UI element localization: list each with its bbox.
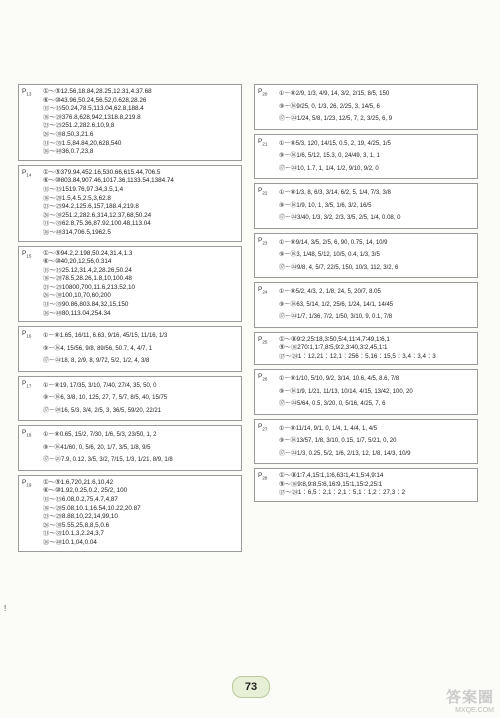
answer-box (254, 332, 478, 366)
page-ref-letter: P (258, 472, 263, 480)
page-ref-number: 16 (26, 333, 32, 339)
answer-box (254, 134, 478, 180)
answer-box (18, 84, 242, 161)
page-ref-letter: P (22, 379, 27, 387)
answer-line: ㊱～㊵10.1,04,0.04 (43, 538, 97, 546)
page-ref-label (22, 429, 31, 437)
answer-line: ①～⑧5/3, 120, 14/15, 0.5, 2, 19, 4/25, 1/5 (279, 140, 391, 147)
watermark (446, 686, 494, 714)
answer-line: ⑰～㉔1∶12,21∶12,1∶256∶5,16∶15,5∶3,4∶3,4∶3 (279, 352, 436, 360)
answer-line: ⑰～㉑7.9, 0.12, 3/5, 3/2, 7/15, 1/3, 1/21, 8/9, 1/8 (43, 457, 173, 464)
answer-line: ⑰～㉔10, 1.7, 1, 1/4, 1/2, 9/10, 9/2, 0 (279, 165, 379, 172)
answer-line: ⑯～⑳5.08,10.1,16.54,10.22,20.87 (43, 504, 141, 512)
page-ref-number: 25 (262, 338, 268, 344)
page-ref-number: 19 (26, 482, 32, 488)
answer-line: ㉑～㉕8.88,10,22,14,99,10 (43, 513, 118, 521)
answer-line: ㉖～㉚100,10,70,60,200 (43, 292, 111, 300)
answer-line: ①～⑤12.56,18.84,28.25,12.31,4.37.68 (43, 88, 152, 95)
answer-line: ⑪～⑮1519.76,97.34,3.5,1,4 (43, 185, 124, 193)
page-ref-label (258, 237, 267, 245)
page-ref-number: 17 (26, 383, 32, 389)
page-ref-label (258, 88, 267, 96)
answer-line: ⑰～㉔18, 8, 2/9, 8, 9/72, 5/2, 1/2, 4, 3/8 (43, 358, 150, 365)
answer-line: ㉛～㉟62.8,75.36,87.92,100.48,113.04 (43, 220, 151, 228)
answer-line: ⑯～⑳376.8,628,942,1318.8,219.8 (43, 113, 141, 121)
answer-line: ⑨～⑯1/9, 10, 1, 3/5, 1/6, 3/2, 16/5 (279, 202, 372, 209)
page-ref-label (258, 336, 267, 344)
margin-mark: ! (4, 604, 7, 613)
page-ref-letter: P (22, 249, 27, 257)
page-ref-letter: P (258, 137, 263, 145)
answer-line: ㉖～㉚8,50,3,21.6 (43, 130, 94, 138)
watermark-logo-text: 答案圈 (445, 689, 494, 706)
page-ref-label (22, 250, 31, 258)
page-ref-letter: P (22, 330, 27, 338)
answer-line: ⑥～⑩43.96,50.24,56.52,0.628,28.26 (43, 96, 147, 104)
answer-line: ㉛～㉟10.1,3,2.24,3,7 (43, 530, 104, 538)
answer-line: ⑨～⑯9/25, 0, 1/3, 26, 2/25, 3, 14/5, 6 (279, 103, 380, 110)
answer-line: ㉑～㉕10800,700,11.6,213.52,10 (43, 283, 135, 291)
page-ref-number: 22 (262, 190, 268, 196)
answer-line: ⑨～⑯63, 5/14, 1/2, 25/6, 1/24, 14/1, 14/45 (279, 301, 394, 308)
page-ref-letter: P (258, 236, 263, 244)
answer-box (18, 475, 242, 552)
answer-line: ⑥～⑩40,20,12,56,0.314 (43, 258, 112, 266)
answer-line: ①～⑧2/9, 1/3, 4/9, 14, 3/2, 2/15, 8/5, 150 (279, 91, 390, 97)
page-ref-letter: P (258, 335, 263, 343)
answer-line: ①～⑧1/3, 8, 6/3, 3/14, 6/2, 5, 1/4, 7/3, 3/8 (279, 190, 391, 196)
answer-line: ①～⑧1∶7,4,15∶1,1∶6,63∶1,4∶1,5∶4,9∶14 (279, 472, 384, 480)
page-ref-number: 27 (262, 426, 268, 432)
answer-line: ㉛～㉟1.5,84.84,20,628,540 (43, 139, 122, 147)
right-answer-column (254, 84, 478, 506)
page-ref-number: 23 (262, 239, 268, 245)
page-number-badge: 73 (232, 676, 270, 698)
watermark-url: MXQE.COM (455, 707, 494, 714)
answer-box (254, 369, 478, 415)
answer-line: ①～⑧5/2, 4/3, 2, 1/8, 24, 5, 20/7, 8.05 (279, 289, 381, 295)
answer-box (18, 326, 242, 372)
answer-line: ①～⑧9∶2,25∶18,3∶50,5∶4,11∶4,7∶49,1∶6,1 (279, 335, 390, 343)
page-ref-letter: P (258, 286, 263, 293)
page-ref-label (258, 472, 267, 480)
answer-line: ①～⑧1.65, 16/11, 6.63, 9/16, 45/15, 11/16, 1/3 (43, 333, 168, 340)
answer-line: ①～⑤94.2,2.198,50.24,31.4,1.3 (43, 249, 133, 257)
answer-line: ①～⑤379.94,452.16,530.66,615.44,706.5 (43, 168, 161, 176)
page-ref-letter: P (22, 168, 27, 176)
page-ref-number: 15 (26, 252, 32, 258)
answer-line: ⑥～⑩1.92,0.25,0.2, 25/2, 100 (43, 487, 128, 495)
answer-line: ①～⑧11/14, 9/1, 0, 1/4, 1, 4/4, 1, 4/5 (279, 425, 378, 432)
answer-box (18, 165, 242, 242)
page-ref-number: 26 (262, 376, 268, 382)
page-ref-letter: P (258, 373, 263, 381)
answer-line: ⑨～⑯270∶1,1∶7,8∶5,9∶2,3∶40,3∶2,45,1∶1 (279, 344, 388, 352)
page-ref-number: 14 (26, 172, 32, 178)
page-ref-label (22, 479, 31, 487)
answer-line: ㉖～㉚251.2,282.6,314,12.37,68,50.24 (43, 211, 152, 219)
answer-line: ㊱～㊵80,113.04,254.34 (43, 309, 111, 317)
page-ref-number: 18 (26, 432, 32, 438)
page-ref-label (22, 169, 31, 177)
answer-line: ⑨～⑯3, 1/48, 5/12, 10/5, 0.4, 1/3, 3/5 (279, 252, 380, 258)
page-ref-letter: P (258, 88, 263, 95)
page-ref-number: 28 (262, 475, 268, 481)
page-ref-number: 24 (262, 289, 268, 295)
answer-line: ㉑～㉕251.2,282.6,10,9,8 (43, 122, 115, 130)
page-ref-number: 21 (262, 140, 268, 146)
answer-line: ㊱～㊵36,0.7,23,8 (43, 148, 94, 156)
answer-line: ⑥～⑩803.84,907.46,1017.36,1133.54,1384.74 (43, 177, 174, 185)
page-ref-label (258, 138, 267, 146)
answer-line: ⑯～⑳1.5,4.5,2.5,3,62.8 (43, 194, 111, 202)
answer-line: ㉛～㉟90.86,803.84,32,15,150 (43, 301, 129, 309)
page-ref-letter: P (258, 422, 263, 430)
answer-line: ⑰～㉔9/8, 4, 5/7, 22/5, 150, 10/3, 112, 3/2, 6 (279, 264, 399, 271)
answer-line: ①～⑧1/10, 5/10, 9/2, 3/14, 10.6, 4/5, 8.6, 7/8 (279, 376, 400, 383)
answer-box (254, 84, 478, 130)
page-ref-letter: P (22, 429, 27, 437)
answer-line: ①～⑧9/14, 3/5, 2/5, 6, 90, 0.75, 14, 10/9 (279, 239, 388, 246)
answer-line: ㊱～㊵314,706.5,1962.5 (43, 228, 111, 236)
page-ref-label (258, 187, 267, 195)
answer-box (254, 419, 478, 465)
answer-line: ⑨～⑯41/60, 0, 5/6, 20, 1/7, 3/5, 1/8, 9/5 (43, 444, 151, 451)
page-ref-letter: P (258, 187, 263, 194)
answer-box (254, 183, 478, 229)
answer-box (18, 425, 242, 471)
answer-line: ⑰～㉔1/24, 5/8, 1/23, 12/5, 7, 2, 3/25, 6, 9 (279, 116, 393, 122)
answer-line: ⑪～⑮6.08,0.2,75,4.7,4,87 (43, 495, 118, 503)
answer-line: ⑨～⑯1/6, 5/12, 15.3, 0, 24/49, 3, 1, 1 (279, 153, 380, 159)
answer-line: ⑨～⑯9∶8,9∶8,5∶6,16∶9,15∶1,15∶2,25∶1 (279, 480, 383, 488)
answer-line: ⑨～⑯13/57, 1/8, 3/10, 0.15, 1/7, 5/21, 0, 20 (279, 438, 397, 445)
page-ref-label (22, 88, 31, 96)
answer-box (18, 246, 242, 323)
answer-line: ①～⑧19, 17/35, 3/10, 7/40, 27/4, 35, 50, 0 (43, 382, 157, 389)
page-ref-letter: P (22, 478, 27, 486)
answer-box (254, 233, 478, 279)
left-answer-column (18, 84, 242, 556)
answer-line: ⑰～㉔1/7, 1/36, 7/2, 1/50, 3/10, 9, 0.1, 7/8 (279, 314, 393, 320)
page-ref-number: 13 (26, 91, 32, 97)
answer-box (18, 376, 242, 422)
answer-line: ⑪～⑮25.12,31.4,2,28.26,50.24 (43, 266, 132, 274)
answer-line: ⑰～⑳16, 5/3, 3/4, 2/5, 3, 36/5, 59/20, 22/21 (43, 407, 162, 414)
answer-line: ①～⑧0.65, 15/2, 7/30, 1/6, 5/3, 23/50, 1, 2 (43, 432, 157, 439)
answer-line: ⑨～⑯1/9, 1/21, 11/13, 10/14, 4/15, 13/42, 100, 20 (279, 388, 413, 395)
page-ref-label (258, 286, 267, 294)
page-ref-number: 20 (262, 91, 268, 97)
answer-line: ⑰～㉔1/3, 0.25, 5/2, 1/6, 2/13, 12, 1/8, 14/3, 10/9 (279, 450, 411, 457)
answer-line: ①～⑤1.6,720,21.6,10,42 (43, 478, 114, 486)
answer-line: ⑨～⑯4, 15/56, 9/8, 89/56, 50.7, 4, 4/7, 1 (43, 345, 153, 352)
page-ref-label (22, 330, 31, 338)
answer-line: ⑨～⑯6, 3/8, 10, 125, 27, 7, 5/7, 8/5, 40, 15/75 (43, 395, 168, 402)
answer-box (254, 282, 478, 328)
page-ref-label (22, 380, 31, 388)
answer-line: ㉑～㉕94.2,125.6,157,188.4,219.8 (43, 203, 139, 211)
page-ref-label (258, 373, 267, 381)
answer-line: ⑰～㉔5/64, 0.5, 3/20, 0, 5/16, 4/25, 7, 6 (279, 401, 386, 408)
answer-line: ㉖～㉚5.55,25,8,8,5,0.6 (43, 521, 110, 529)
answer-line: ⑰～㉔1∶6,5∶2,1∶2,1∶5,1∶1,2∶27,3∶2 (279, 489, 405, 497)
page-ref-label (258, 423, 267, 431)
page-ref-letter: P (22, 88, 27, 95)
answer-line: ⑰～㉔3/40, 1/3, 3/2, 2/3, 3/5, 2/5, 1/4, 0.08, 0 (279, 215, 401, 221)
answer-box (254, 468, 478, 502)
answer-line: ⑯～⑳78.5,28.26,1.8,10,100.48 (43, 275, 132, 283)
answer-line: ⑪～⑮50.24,78.5,113.04,62.8,188.4 (43, 105, 144, 113)
